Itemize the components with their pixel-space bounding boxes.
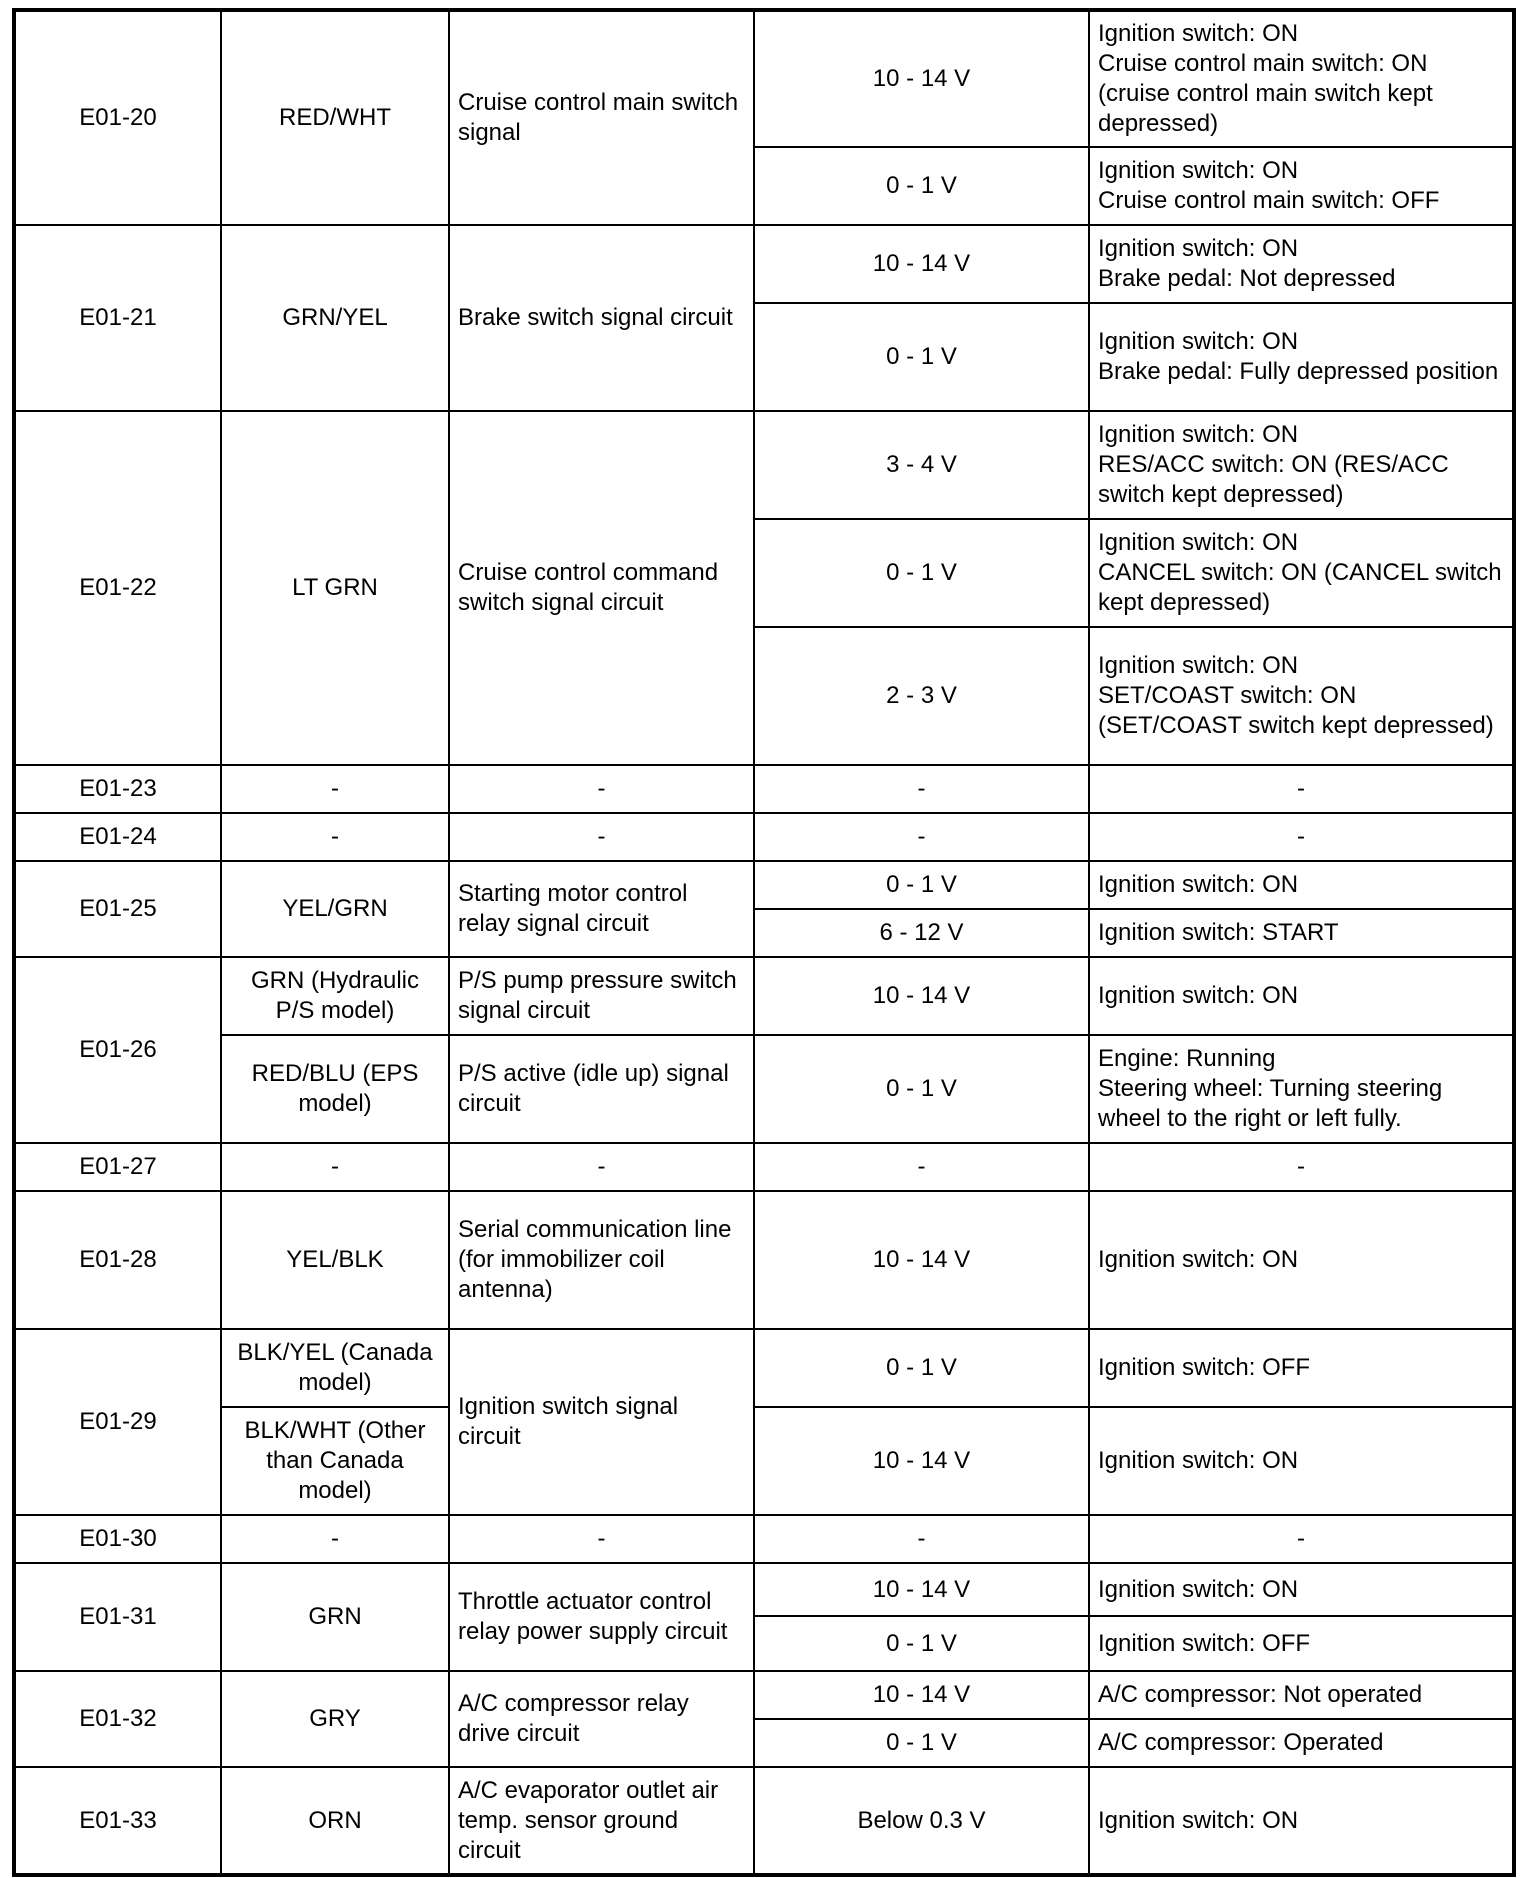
voltage-cell: 10 - 14 V: [754, 1563, 1089, 1616]
wire-color-cell: -: [221, 765, 449, 813]
condition-cell: Ignition switch: ON: [1089, 1767, 1514, 1875]
terminal-cell: E01-31: [14, 1563, 221, 1671]
voltage-cell: Below 0.3 V: [754, 1767, 1089, 1875]
table-row: [14, 1191, 1514, 1329]
circuit-cell: Serial communication line (for immobilizer coil antenna): [449, 1191, 754, 1329]
terminal-cell: E01-33: [14, 1767, 221, 1875]
terminal-cell: E01-28: [14, 1191, 221, 1329]
condition-cell: -: [1089, 813, 1514, 861]
circuit-cell: P/S active (idle up) signal circuit: [449, 1035, 754, 1143]
table-row: [14, 225, 1514, 303]
condition-cell: Ignition switch: ON: [1089, 861, 1514, 909]
circuit-cell: A/C evaporator outlet air temp. sensor ground circuit: [449, 1767, 754, 1875]
voltage-cell: 0 - 1 V: [754, 1035, 1089, 1143]
condition-cell: Ignition switch: ON Cruise control main switch: OFF: [1089, 147, 1514, 225]
voltage-cell: -: [754, 1143, 1089, 1191]
condition-cell: A/C compressor: Operated: [1089, 1719, 1514, 1767]
condition-cell: Ignition switch: OFF: [1089, 1616, 1514, 1671]
condition-cell: -: [1089, 1143, 1514, 1191]
table-row: [14, 1143, 1514, 1191]
condition-cell: Ignition switch: ON RES/ACC switch: ON (RES/ACC switch kept depressed): [1089, 411, 1514, 519]
wire-color-cell: BLK/YEL (Canada model): [221, 1329, 449, 1407]
voltage-cell: 6 - 12 V: [754, 909, 1089, 957]
voltage-cell: 0 - 1 V: [754, 519, 1089, 627]
wire-color-cell: -: [221, 1143, 449, 1191]
wire-color-cell: LT GRN: [221, 411, 449, 765]
wire-color-cell: BLK/WHT (Other than Canada model): [221, 1407, 449, 1515]
table-row: [14, 1329, 1514, 1407]
terminal-cell: E01-21: [14, 225, 221, 411]
table-row: [14, 10, 1514, 147]
table-row: [14, 1407, 1514, 1515]
voltage-cell: 10 - 14 V: [754, 10, 1089, 147]
terminal-cell: E01-30: [14, 1515, 221, 1563]
wire-color-cell: YEL/BLK: [221, 1191, 449, 1329]
voltage-cell: 10 - 14 V: [754, 1407, 1089, 1515]
circuit-cell: Throttle actuator control relay power supply circuit: [449, 1563, 754, 1671]
wire-color-cell: GRN/YEL: [221, 225, 449, 411]
condition-cell: Ignition switch: ON SET/COAST switch: ON (SET/COAST switch kept depressed): [1089, 627, 1514, 765]
voltage-cell: 0 - 1 V: [754, 1616, 1089, 1671]
condition-cell: Ignition switch: ON: [1089, 1407, 1514, 1515]
wire-color-cell: ORN: [221, 1767, 449, 1875]
wire-color-cell: GRN: [221, 1563, 449, 1671]
condition-cell: Ignition switch: ON Brake pedal: Not depressed: [1089, 225, 1514, 303]
wire-color-cell: -: [221, 813, 449, 861]
table-row: [14, 813, 1514, 861]
voltage-cell: 2 - 3 V: [754, 627, 1089, 765]
circuit-cell: Brake switch signal circuit: [449, 225, 754, 411]
circuit-cell: -: [449, 1143, 754, 1191]
voltage-cell: 0 - 1 V: [754, 303, 1089, 411]
voltage-cell: -: [754, 1515, 1089, 1563]
condition-cell: -: [1089, 765, 1514, 813]
voltage-cell: -: [754, 813, 1089, 861]
circuit-cell: Cruise control command switch signal circuit: [449, 411, 754, 765]
wire-color-cell: YEL/GRN: [221, 861, 449, 957]
circuit-cell: Ignition switch signal circuit: [449, 1329, 754, 1515]
table-row: [14, 1563, 1514, 1616]
terminal-cell: E01-24: [14, 813, 221, 861]
table-row: [14, 957, 1514, 1035]
condition-cell: Ignition switch: ON CANCEL switch: ON (CANCEL switch kept depressed): [1089, 519, 1514, 627]
voltage-cell: 0 - 1 V: [754, 861, 1089, 909]
circuit-cell: P/S pump pressure switch signal circuit: [449, 957, 754, 1035]
table-row: [14, 411, 1514, 519]
condition-cell: -: [1089, 1515, 1514, 1563]
circuit-cell: A/C compressor relay drive circuit: [449, 1671, 754, 1767]
condition-cell: Ignition switch: START: [1089, 909, 1514, 957]
table-row: [14, 1671, 1514, 1719]
condition-cell: Ignition switch: ON Brake pedal: Fully depressed position: [1089, 303, 1514, 411]
condition-cell: Ignition switch: OFF: [1089, 1329, 1514, 1407]
condition-cell: Ignition switch: ON: [1089, 1563, 1514, 1616]
table-row: [14, 765, 1514, 813]
wire-color-cell: -: [221, 1515, 449, 1563]
voltage-cell: 3 - 4 V: [754, 411, 1089, 519]
wire-color-cell: RED/BLU (EPS model): [221, 1035, 449, 1143]
voltage-cell: 10 - 14 V: [754, 1671, 1089, 1719]
wire-color-cell: GRY: [221, 1671, 449, 1767]
voltage-cell: 0 - 1 V: [754, 1719, 1089, 1767]
wire-color-cell: RED/WHT: [221, 10, 449, 225]
condition-cell: A/C compressor: Not operated: [1089, 1671, 1514, 1719]
terminal-cell: E01-27: [14, 1143, 221, 1191]
terminal-cell: E01-25: [14, 861, 221, 957]
document-page: [12, 8, 1512, 1877]
circuit-cell: Cruise control main switch signal: [449, 10, 754, 225]
condition-cell: Ignition switch: ON: [1089, 957, 1514, 1035]
wire-color-cell: GRN (Hydraulic P/S model): [221, 957, 449, 1035]
voltage-cell: 0 - 1 V: [754, 147, 1089, 225]
condition-cell: Ignition switch: ON Cruise control main switch: ON (cruise control main switch kept depressed): [1089, 10, 1514, 147]
terminal-cell: E01-29: [14, 1329, 221, 1515]
voltage-cell: 0 - 1 V: [754, 1329, 1089, 1407]
circuit-cell: -: [449, 1515, 754, 1563]
table-row: [14, 1035, 1514, 1143]
terminal-cell: E01-22: [14, 411, 221, 765]
terminal-cell: E01-26: [14, 957, 221, 1143]
circuit-cell: -: [449, 813, 754, 861]
voltage-cell: 10 - 14 V: [754, 1191, 1089, 1329]
table-row: [14, 861, 1514, 909]
condition-cell: Engine: Running Steering wheel: Turning steering wheel to the right or left fully.: [1089, 1035, 1514, 1143]
circuit-cell: -: [449, 765, 754, 813]
terminal-cell: E01-23: [14, 765, 221, 813]
table-row: [14, 1515, 1514, 1563]
terminal-voltage-table: [12, 8, 1516, 1877]
terminal-cell: E01-32: [14, 1671, 221, 1767]
table-row: [14, 1767, 1514, 1875]
condition-cell: Ignition switch: ON: [1089, 1191, 1514, 1329]
terminal-cell: E01-20: [14, 10, 221, 225]
voltage-cell: -: [754, 765, 1089, 813]
voltage-cell: 10 - 14 V: [754, 225, 1089, 303]
circuit-cell: Starting motor control relay signal circuit: [449, 861, 754, 957]
voltage-cell: 10 - 14 V: [754, 957, 1089, 1035]
